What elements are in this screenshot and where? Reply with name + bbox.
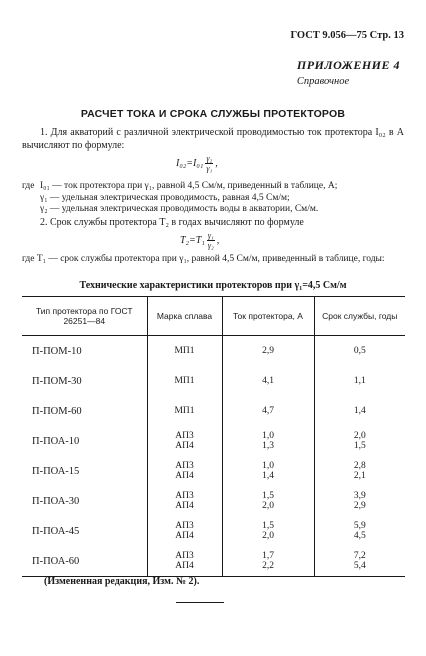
cell-protector-type: П-ПОА-45 <box>32 525 80 537</box>
header-service-life: Срок службы, годы <box>314 297 405 336</box>
cell-service-life: 7,2 5,4 <box>314 546 405 577</box>
formula-life-fraction <box>207 231 215 250</box>
cell-service-life: 0,5 <box>314 336 405 367</box>
paragraph-2: 2. Срок службы протектора T₂ в годах вычисляют по формуле <box>40 217 304 228</box>
paragraph-1: 1. Для акваторий с различной электрической проводимостью ток протектора I₀₂ в А вычисляют по формуле: <box>22 127 404 151</box>
table-body <box>22 336 405 577</box>
cell-current: 1,0 1,4 <box>222 456 314 486</box>
cell-alloy-grade: АП3 АП4 <box>147 516 222 546</box>
table-row <box>22 396 405 426</box>
cell-service-life: 1,4 <box>314 396 405 426</box>
definition-key <box>22 204 40 216</box>
definition-2: где T₁ — срок службы протектора при γ₁, равной 4,5 См/м, приведенный в таблице, годы: <box>22 254 385 264</box>
table-header-row <box>22 297 405 336</box>
cell-current: 1,5 2,0 <box>222 516 314 546</box>
page-header: ГОСТ 9.056—75 Стр. 13 <box>290 30 404 41</box>
appendix-block <box>297 58 400 87</box>
table-row <box>22 366 405 396</box>
formula-current <box>176 154 218 173</box>
formula-life-lhs: T₂=T₁ <box>180 235 205 246</box>
cell-current: 4,7 <box>222 396 314 426</box>
definition-key <box>22 193 40 205</box>
table-caption: Технические характеристики протекторов при γ₁=4,5 См/м <box>79 280 347 291</box>
cell-service-life: 2,8 2,1 <box>314 456 405 486</box>
definition-key: где <box>22 181 35 191</box>
cell-protector-type: П-ПОА-60 <box>22 546 147 577</box>
formula-current-lhs: I₀₂=I₀₁ <box>176 158 204 169</box>
cell-alloy-grade: МП1 <box>147 396 222 426</box>
table-row <box>22 546 405 577</box>
header-alloy-grade: Марка сплава <box>147 297 222 336</box>
cell-alloy-grade: АП3 АП4 <box>147 426 222 456</box>
cell-current: 1,7 2,2 <box>222 546 314 577</box>
formula-life-denominator: γ₂ <box>207 241 214 250</box>
table-row <box>22 336 405 367</box>
cell-protector-type: П-ПОА-15 <box>32 465 80 477</box>
definition-row <box>22 181 406 193</box>
definition-row <box>22 204 406 216</box>
appendix-subtitle: Справочное <box>296 76 350 87</box>
cell-service-life: 1,1 <box>314 366 405 396</box>
formula-current-denominator: γ₁ <box>206 164 213 173</box>
formula-life-comma: , <box>216 235 220 246</box>
cell-current: 2,9 <box>222 336 314 367</box>
header-protector-type: Тип протектора по ГОСТ 26251—84 <box>22 297 147 336</box>
protector-table <box>22 296 405 577</box>
cell-alloy-grade: МП1 <box>147 336 222 367</box>
cell-alloy-grade: АП3 АП4 <box>147 486 222 516</box>
section-title: РАСЧЕТ ТОКА И СРОКА СЛУЖБЫ ПРОТЕКТОРОВ <box>80 108 346 120</box>
cell-alloy-grade: МП1 <box>147 366 222 396</box>
cell-current: 4,1 <box>222 366 314 396</box>
appendix-title: ПРИЛОЖЕНИЕ 4 <box>296 58 400 72</box>
cell-current: 1,0 1,3 <box>222 426 314 456</box>
formula-current-comma: , <box>215 158 218 169</box>
definition-text: I₀₁ — ток протектора при γ₁, равной 4,5 См/м, приведенный в таблице, А; <box>40 181 338 191</box>
cell-protector-type: П-ПОА-30 <box>32 495 80 507</box>
cell-current: 1,5 2,0 <box>222 486 314 516</box>
definition-text: γ₂ — удельная электрическая проводимость воды в акватории, См/м. <box>40 204 319 214</box>
formula-life <box>180 231 219 250</box>
definitions-1 <box>22 181 406 216</box>
cell-alloy-grade: АП3 АП4 <box>147 546 222 577</box>
formula-life-numerator: γ₁ <box>207 231 214 240</box>
header-current: Ток протектора, А <box>222 297 314 336</box>
definition-text: γ₁ — удельная электрическая проводимость, равная 4,5 См/м; <box>40 192 290 203</box>
cell-service-life: 5,9 4,5 <box>314 516 405 546</box>
table-row <box>22 426 405 456</box>
cell-protector-type: П-ПОМ-60 <box>32 405 82 417</box>
table-row <box>22 456 405 486</box>
cell-protector-type: П-ПОА-10 <box>32 435 80 447</box>
cell-service-life: 3,9 2,9 <box>314 486 405 516</box>
cell-alloy-grade: АП3 АП4 <box>147 456 222 486</box>
table-row <box>22 486 405 516</box>
formula-current-fraction <box>205 154 213 173</box>
table-row <box>22 516 405 546</box>
cell-protector-type: П-ПОМ-30 <box>32 375 82 387</box>
formula-current-numerator: γ₂ <box>206 154 213 163</box>
end-rule <box>176 602 224 603</box>
cell-protector-type: П-ПОМ-10 <box>32 345 82 357</box>
definition-row <box>22 193 406 205</box>
cell-service-life: 2,0 1,5 <box>314 426 405 456</box>
amendment-note: (Измененная редакция, Изм. № 2). <box>44 576 200 587</box>
